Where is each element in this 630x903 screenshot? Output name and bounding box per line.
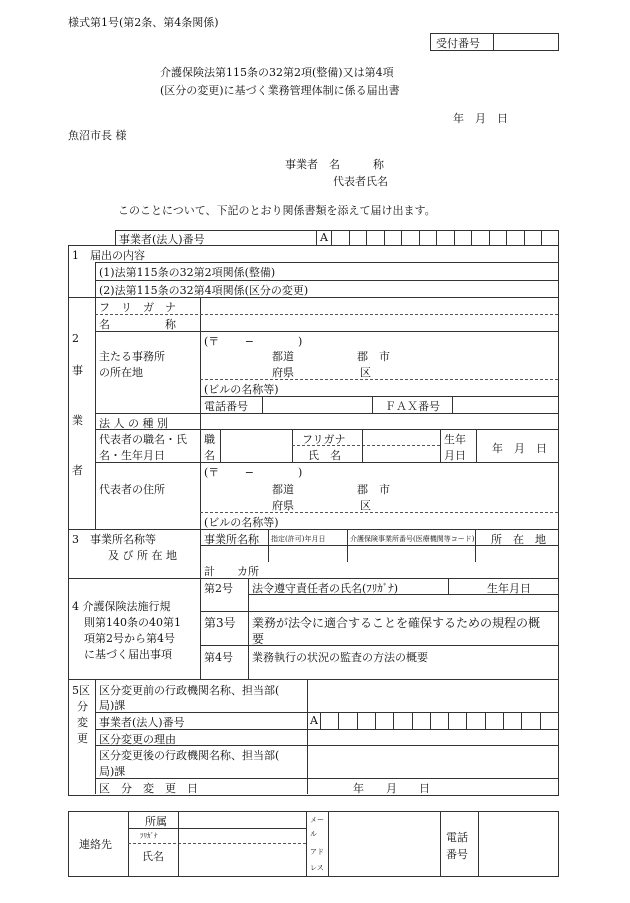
section-5-side-4: 更: [77, 732, 88, 745]
section-5-side-2: 分: [77, 700, 88, 713]
item-2-birthdate: 生年月日: [487, 582, 531, 595]
office-total-label: 計 カ所: [204, 565, 259, 578]
digit-cell-divider: [540, 712, 541, 729]
digit-cell-divider: [384, 230, 385, 245]
digit-cell-divider: [471, 230, 472, 245]
office-fuken: 府県: [272, 366, 294, 379]
rep-building[interactable]: (ビルの名称等): [204, 516, 279, 529]
before-agency-2: 局)課: [99, 699, 126, 712]
change-reason-label: 区分変更の理由: [99, 733, 176, 746]
digit-cell-divider: [524, 230, 525, 245]
office-ku: 区: [360, 366, 371, 379]
office-label-1: 主たる事務所: [99, 350, 165, 363]
applicant-name-label: 事業者 名 称: [285, 158, 384, 171]
change-date-label: 区 分 変 更 日: [99, 782, 198, 795]
item-3-label: 第3号: [204, 616, 236, 630]
section-2-number: 2: [72, 332, 79, 345]
office-todo: 都道: [272, 350, 294, 363]
rep-title-1: 職: [204, 433, 215, 446]
rep-address-label: 代表者の住所: [99, 483, 165, 496]
business-number-label: 事業者(法人)番号: [119, 233, 205, 246]
section-5-side-3: 変: [77, 716, 88, 729]
receipt-number-label: 受付番号: [436, 37, 480, 50]
digit-cell-divider: [331, 230, 332, 245]
item-3-text-2: 要: [252, 632, 265, 646]
digit-cell-divider: [412, 712, 413, 729]
contact-furigana-label: ﾌﾘｶﾞﾅ: [140, 832, 158, 840]
applicant-representative-label: 代表者氏名: [333, 175, 388, 188]
digit-cell-divider: [419, 230, 420, 245]
phone-label-1: 電話: [446, 831, 468, 844]
furigana-label: フ リ ガ ナ: [99, 301, 176, 314]
office-building[interactable]: (ビルの名称等): [204, 383, 279, 396]
item-3-text-1: 業務が法令に適合することを確保するための規程の概: [252, 616, 541, 630]
digit-cell-divider: [375, 712, 376, 729]
section-4-label-4: に基づく届出事項: [84, 648, 172, 661]
digit-cell-divider: [521, 712, 522, 729]
office-gun-shi: 郡 市: [357, 350, 390, 363]
fax-label: ＦＡＸ番号: [385, 400, 440, 413]
form-number: 様式第1号(第2条、第4条関係): [68, 16, 219, 29]
item-2-text: 法令遵守責任者の氏名(ﾌﾘｶﾞﾅ): [252, 582, 399, 595]
digit-cell-divider: [349, 230, 350, 245]
intro-text: このことについて、下記のとおり関係書類を添えて届け出ます。: [118, 204, 436, 217]
phone-label-2: 番号: [446, 848, 468, 861]
digit-cell-divider: [485, 712, 486, 729]
digit-cell-divider: [503, 712, 504, 729]
section-3-label-2: 及 び 所 在 地: [108, 549, 177, 562]
contact-dept-label: 所属: [145, 815, 167, 828]
section-2-side-1: 事: [72, 364, 83, 377]
item-4-label: 第4号: [204, 651, 233, 664]
change-date-value: 年 月 日: [353, 782, 430, 795]
rep-birth-ymd: 年 月 日: [492, 442, 547, 455]
rep-fuken: 府県: [272, 499, 294, 512]
section-4-label-2: 則第140条の40第1: [84, 616, 181, 629]
office-postal[interactable]: (〒 − ): [204, 335, 303, 348]
rep-label-1: 代表者の職名・氏: [99, 433, 187, 446]
rep-title-2: 名: [204, 449, 215, 462]
mail-label-2: ル: [310, 830, 317, 838]
contact-email-field[interactable]: [336, 818, 432, 870]
s5-business-number-label: 事業者(法人)番号: [99, 716, 185, 729]
title-line-2: (区分の変更)に基づく業務管理体制に係る届出書: [160, 84, 400, 97]
option-2-text[interactable]: (2)法第115条の32第4項関係(区分の変更): [99, 284, 309, 297]
digit-cell-divider: [338, 712, 339, 729]
option-1-text[interactable]: (1)法第115条の32第2項関係(整備): [99, 266, 276, 279]
digit-cell-divider: [466, 712, 467, 729]
mail-label-1: メー: [310, 816, 324, 824]
digit-cell-divider: [366, 230, 367, 245]
office-address-col: 所 在 地: [491, 533, 546, 546]
after-agency-1: 区分変更後の行政機関名称、担当部(: [99, 749, 280, 762]
section-3-label-1: 3 事業所名称等: [72, 533, 156, 546]
rep-name-label: 氏 名: [308, 449, 341, 462]
digit-cell-divider: [454, 230, 455, 245]
name-label: 名 称: [99, 318, 176, 331]
s5-business-number-prefix: A: [310, 714, 318, 727]
after-agency-2: 局)課: [99, 765, 126, 778]
digit-cell-divider: [357, 712, 358, 729]
contact-label: 連絡先: [79, 838, 112, 851]
rep-furigana-label: フリガナ: [302, 433, 346, 446]
digit-cell-divider: [489, 230, 490, 245]
receipt-number-field[interactable]: [496, 35, 556, 49]
item-4-text: 業務執行の状況の監査の方法の概要: [252, 651, 428, 664]
section-2-side-3: 者: [72, 464, 83, 477]
rep-birth-label-2: 月日: [444, 449, 466, 462]
contact-name-label: 氏名: [142, 850, 164, 863]
section-2-side-2: 業: [72, 414, 83, 427]
designation-date-col: 指定(許可)年月日: [271, 535, 326, 543]
rep-label-2: 名・生年月日: [99, 449, 165, 462]
tel-label: 電話番号: [204, 400, 248, 413]
rep-gun-shi: 郡 市: [357, 483, 390, 496]
office-label-2: の所在地: [99, 366, 143, 379]
rep-todo: 都道: [272, 483, 294, 496]
addressee: 魚沼市長 様: [68, 129, 127, 142]
digit-cell-divider: [401, 230, 402, 245]
digit-cell-divider: [541, 230, 542, 245]
section-4-label-3: 項第2号から第4号: [84, 632, 175, 645]
section-5-side-1: 5区: [72, 684, 90, 697]
rep-ku: 区: [360, 499, 371, 512]
mail-label-3: アド: [310, 848, 324, 856]
digit-cell-divider: [506, 230, 507, 245]
digit-cell-divider: [436, 230, 437, 245]
rep-birth-label-1: 生年: [444, 433, 466, 446]
digit-cell-divider: [448, 712, 449, 729]
business-number-prefix: A: [320, 231, 328, 244]
digit-cell-divider: [430, 712, 431, 729]
corp-type-label: 法 人 の 種 別: [99, 417, 168, 430]
title-line-1: 介護保険法第115条の32第2項(整備)又は第4項: [160, 66, 394, 79]
contact-phone-field[interactable]: [484, 818, 554, 870]
mail-label-4: レス: [310, 864, 324, 872]
rep-postal[interactable]: (〒 − ): [204, 466, 303, 479]
item-2-label: 第2号: [204, 582, 233, 595]
section-4-label-1: 4 介護保険法施行規: [72, 600, 171, 613]
digit-cell-divider: [320, 712, 321, 729]
digit-cell-divider: [393, 712, 394, 729]
care-office-code-col: 介護保険事業所番号(医療機関等コード): [350, 535, 475, 543]
section-1-label: 1 届出の内容: [72, 249, 145, 262]
before-agency-1: 区分変更前の行政機関名称、担当部(: [99, 684, 280, 697]
submission-date: 年 月 日: [453, 112, 508, 125]
office-name-col: 事業所名称: [204, 533, 259, 546]
